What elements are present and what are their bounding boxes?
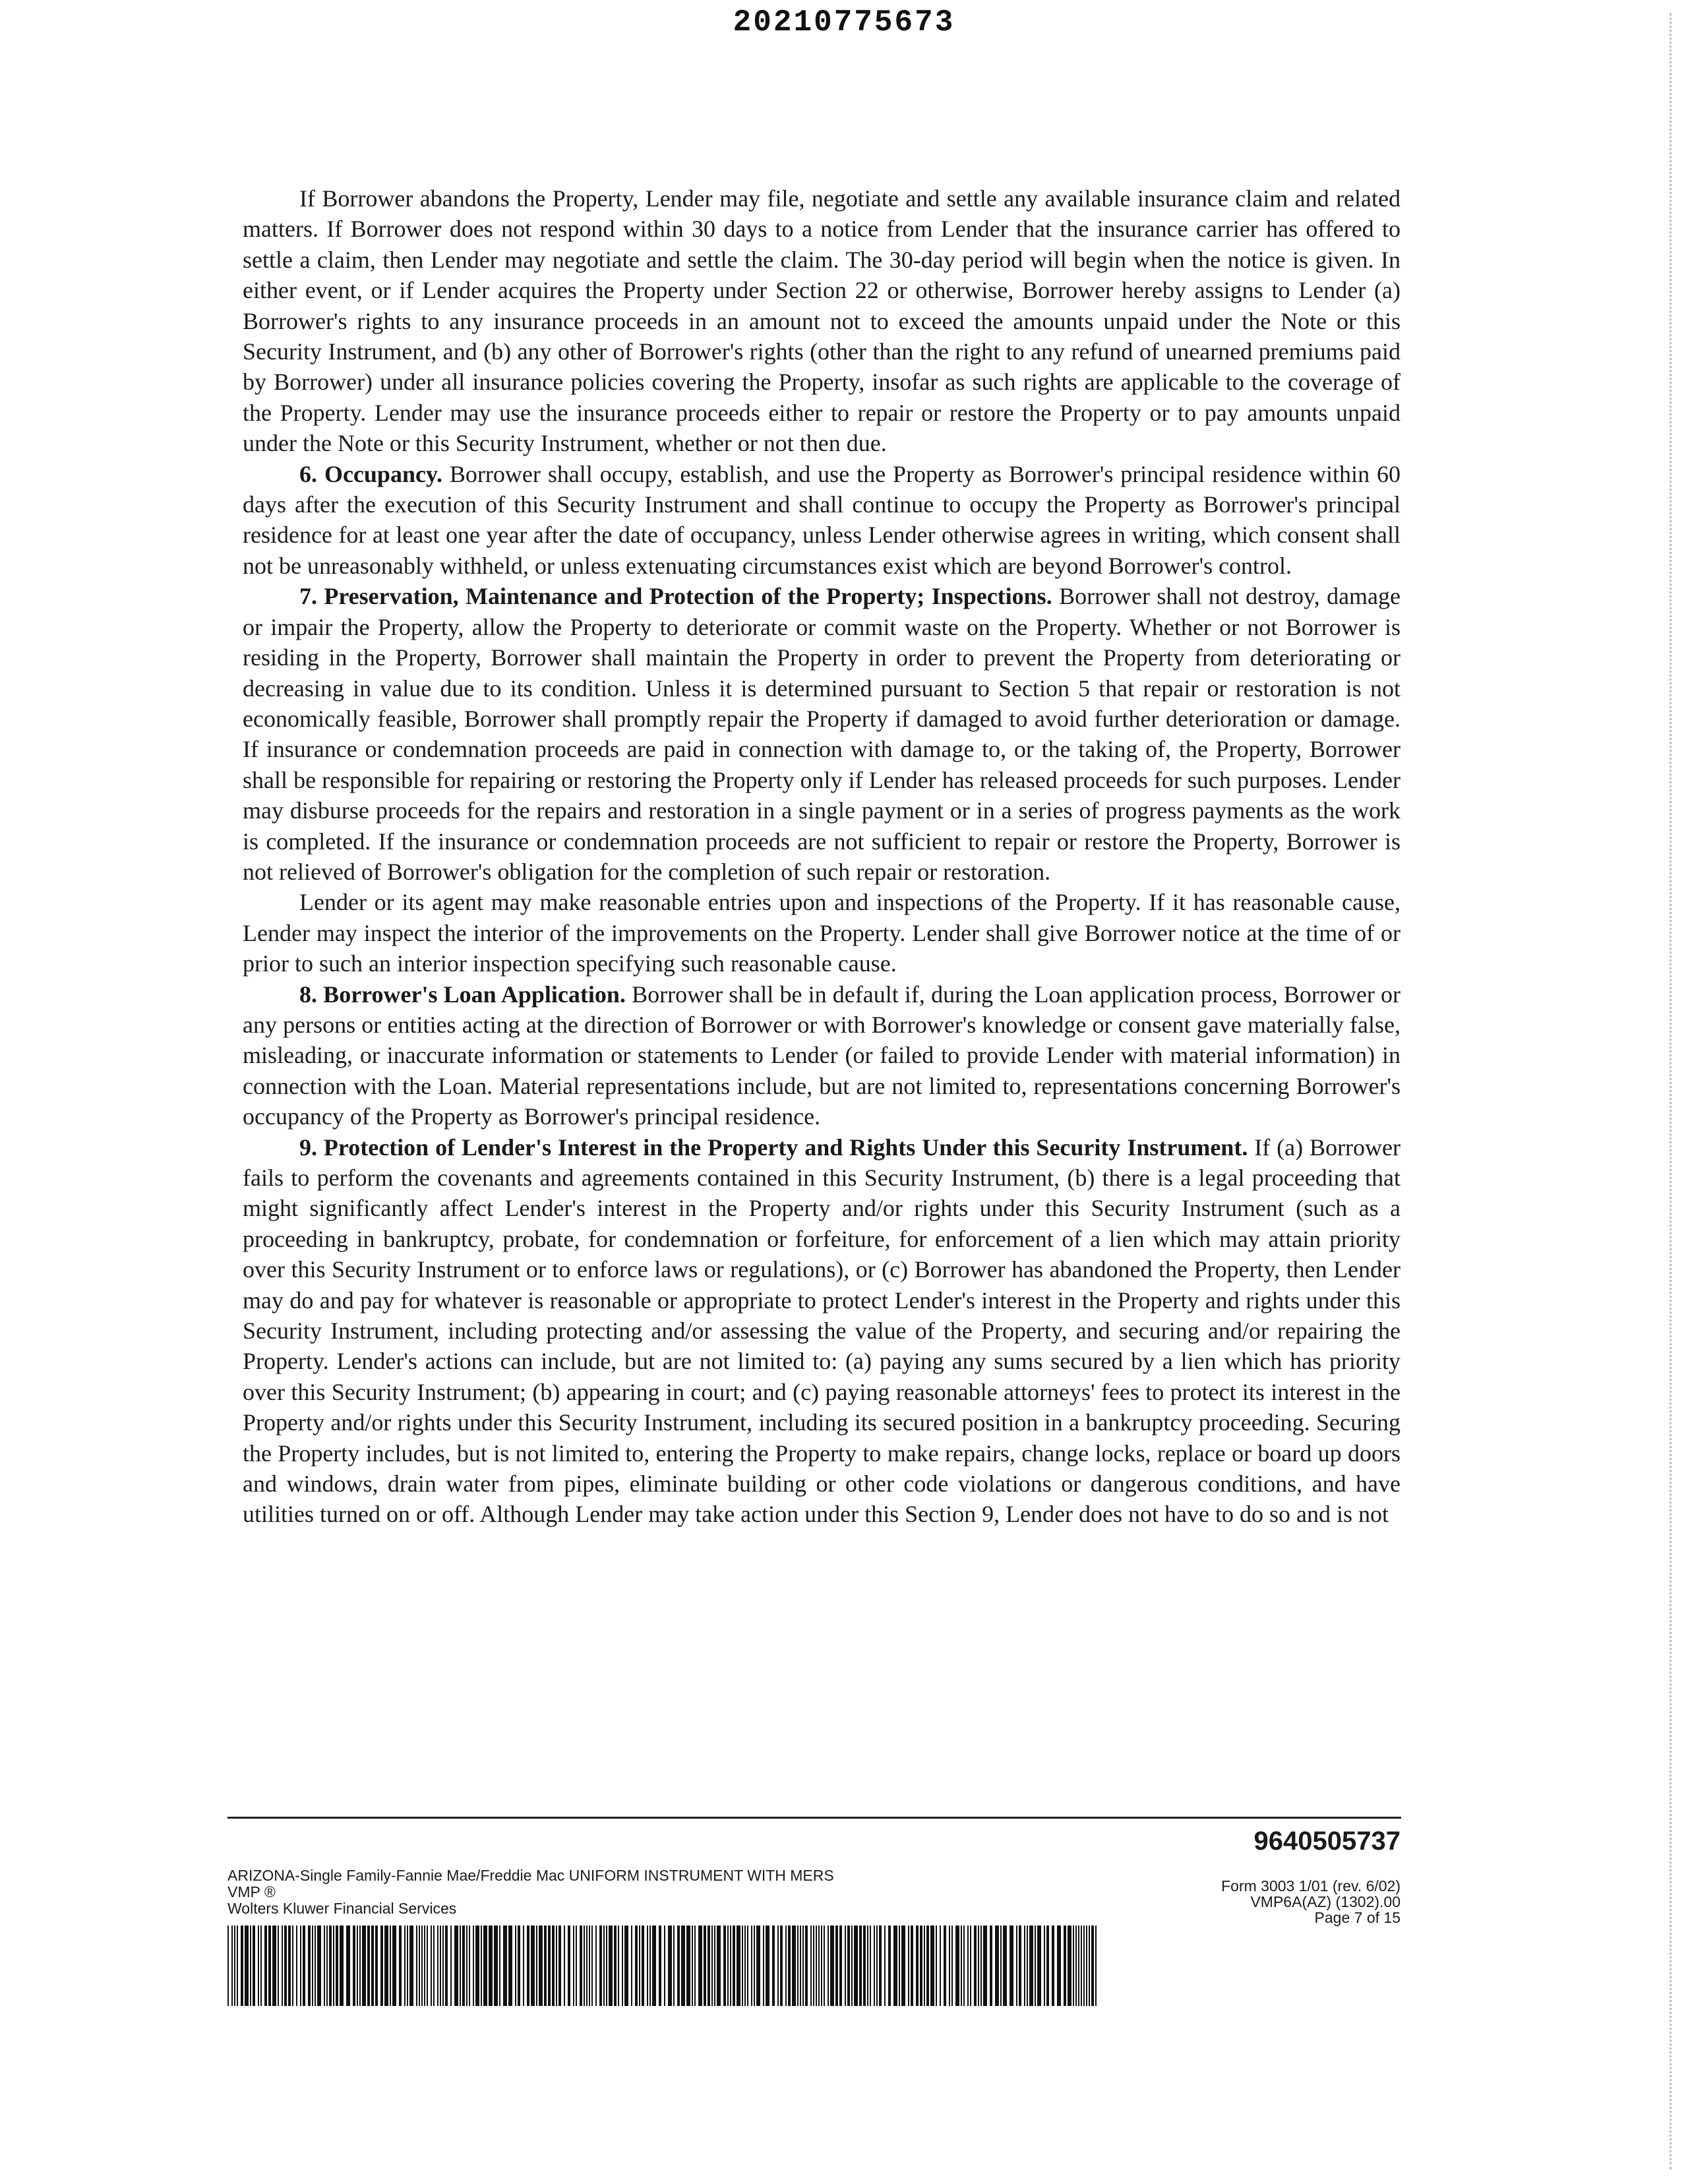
- barcode-bar: [515, 1926, 516, 2006]
- barcode-bar: [518, 1926, 520, 2006]
- barcode-bar: [603, 1926, 605, 2006]
- barcode-bar: [404, 1926, 406, 2006]
- barcode-bar: [711, 1926, 713, 2006]
- barcode-bar: [742, 1926, 743, 2006]
- barcode-bar: [677, 1926, 680, 2006]
- barcode-bar: [353, 1926, 355, 2006]
- barcode-bar: [744, 1926, 746, 2006]
- barcode-bar: [792, 1926, 796, 2006]
- barcode-bar: [1075, 1926, 1077, 2006]
- barcode-bar: [433, 1926, 435, 2006]
- barcode-bar: [326, 1926, 328, 2006]
- barcode-bar: [278, 1926, 279, 2006]
- barcode-bar: [1089, 1926, 1090, 2006]
- barcode-bar: [591, 1926, 593, 2006]
- barcode-bar: [1029, 1926, 1033, 2006]
- barcode-bar: [380, 1926, 383, 2006]
- barcode-bar: [785, 1926, 787, 2006]
- paragraph-occupancy: [243, 459, 1401, 582]
- barcode-bar: [805, 1926, 808, 2006]
- barcode-bar: [854, 1926, 858, 2006]
- barcode-bar: [1081, 1926, 1082, 2006]
- barcode-bar: [375, 1926, 378, 2006]
- barcode-bar: [460, 1926, 461, 2006]
- barcode-bar: [329, 1926, 332, 2006]
- barcode-bar: [863, 1926, 866, 2006]
- publisher-name: Wolters Kluwer Financial Services: [227, 1900, 457, 1917]
- barcode-bar: [390, 1926, 391, 2006]
- barcode-bar: [324, 1926, 325, 2006]
- paragraph-text: If (a) Borrower fails to perform the covenants and agreements contained in this Security Instrument, (b) there is a legal proceeding that might significantly affect Lender's interest in the Property and/or rights under this Security Instrument (such as a proceeding in bankruptcy, probate, for condemnation or forfeiture, for enforcement of a lien which may attain priority over this Security Instrument or to enforce laws or regulations), or (c) Borrower has abandoned the Property, then Lender may do and pay for whatever is reasonable or appropriate to protect Lender's interest in the Property and rights under this Security Instrument, including protecting and/or assessing the value of the Property, and securing and/or repairing the Property. Lender's actions can include, but are not limited to: (a) paying any sums secured by a lien which has priority over this Security Instrument; (b) appearing in court; and (c) paying reasonable attorneys' fees to protect its interest in the Property and/or rights under this Security Instrument, including its secured position in a bankruptcy proceeding. Securing the Property includes, but is not limited to, entering the Property to make repairs, change locks, replace or board up doors and windows, drain water from pipes, eliminate building or other code violations or dangerous conditions, and have utilities turned on or off. Although Lender may take action under this Section 9, Lender does not have to do so and is not: [243, 1134, 1401, 1528]
- barcode-bar: [489, 1926, 493, 2006]
- barcode-bar: [241, 1926, 243, 2006]
- paragraph-preservation: [243, 581, 1401, 887]
- barcode-bar: [503, 1926, 507, 2006]
- barcode-bar: [599, 1926, 602, 2006]
- barcode-bar: [595, 1926, 597, 2006]
- barcode-bar: [802, 1926, 804, 2006]
- barcode-bar: [967, 1926, 969, 2006]
- barcode-bar: [908, 1926, 909, 2006]
- barcode-bar: [911, 1926, 913, 2006]
- barcode-bar: [747, 1926, 748, 2006]
- barcode-bar: [1064, 1926, 1066, 2006]
- barcode-bar: [1010, 1926, 1013, 2006]
- barcode-bar: [839, 1926, 842, 2006]
- barcode-bar: [1044, 1926, 1045, 2006]
- barcode-bar: [686, 1926, 690, 2006]
- barcode-bar: [668, 1926, 672, 2006]
- barcode-bar: [315, 1926, 316, 2006]
- barcode-bar: [1027, 1926, 1028, 2006]
- barcode-bar: [454, 1926, 458, 2006]
- barcode-bar: [362, 1926, 366, 2006]
- barcode-bar: [692, 1926, 693, 2006]
- barcode-bar: [681, 1926, 685, 2006]
- barcode-bar: [930, 1926, 934, 2006]
- barcode-bar: [733, 1926, 735, 2006]
- barcode-bar: [466, 1926, 467, 2006]
- barcode-bar: [867, 1926, 868, 2006]
- barcode-bar: [639, 1926, 640, 2006]
- barcode-bar: [568, 1926, 570, 2006]
- barcode-bar: [936, 1926, 937, 2006]
- barcode-bar: [272, 1926, 276, 2006]
- loan-number: 9640505737: [1253, 1827, 1401, 1856]
- barcode-bar: [260, 1926, 262, 2006]
- barcode-bar: [920, 1926, 922, 2006]
- barcode-bar: [955, 1926, 959, 2006]
- barcode-bar: [440, 1926, 441, 2006]
- barcode-bar: [237, 1926, 238, 2006]
- barcode-bar: [1037, 1926, 1041, 2006]
- barcode-bar: [424, 1926, 425, 2006]
- barcode-bar: [288, 1926, 291, 2006]
- barcode-bar: [763, 1926, 764, 2006]
- barcode-bar: [483, 1926, 487, 2006]
- form-code: VMP6A(AZ) (1302).00: [1250, 1893, 1401, 1910]
- barcode-bar: [296, 1926, 297, 2006]
- barcode-bar: [258, 1926, 259, 2006]
- barcode-bar: [944, 1926, 946, 2006]
- barcode-bar: [317, 1926, 321, 2006]
- barcode-bar: [282, 1926, 283, 2006]
- barcode-bar: [312, 1926, 313, 2006]
- barcode-bar: [835, 1926, 838, 2006]
- paragraph-heading: 7. Preservation, Maintenance and Protection of the Property; Inspections.: [299, 583, 1052, 610]
- barcode-bar: [475, 1926, 479, 2006]
- barcode-bar: [754, 1926, 755, 2006]
- barcode-bar: [704, 1926, 706, 2006]
- barcode-bar: [336, 1926, 338, 2006]
- recording-number: 20210775673: [733, 5, 955, 40]
- barcode-bar: [990, 1926, 992, 2006]
- barcode-bar: [983, 1926, 987, 2006]
- document-body: [243, 183, 1401, 1530]
- barcode-bar: [751, 1926, 752, 2006]
- barcode-bar: [851, 1926, 853, 2006]
- barcode-bar: [756, 1926, 760, 2006]
- barcode-bar: [494, 1926, 498, 2006]
- barcode-bar: [527, 1926, 529, 2006]
- barcode-bar: [584, 1926, 585, 2006]
- barcode-bar: [797, 1926, 799, 2006]
- barcode-bar: [576, 1926, 577, 2006]
- barcode-bar: [978, 1926, 979, 2006]
- barcode-bar: [870, 1926, 871, 2006]
- barcode-bar: [810, 1926, 812, 2006]
- barcode-bar: [544, 1926, 547, 2006]
- barcode-bar: [552, 1926, 555, 2006]
- barcode-bar: [346, 1926, 350, 2006]
- barcode-bar: [303, 1926, 305, 2006]
- barcode-bar: [714, 1926, 715, 2006]
- barcode-bar: [1019, 1926, 1021, 2006]
- form-number: Form 3003 1/01 (rev. 6/02): [1221, 1877, 1401, 1895]
- barcode-bar: [859, 1926, 862, 2006]
- barcode-bar: [284, 1926, 287, 2006]
- barcode-bar: [899, 1926, 900, 2006]
- barcode-bar: [970, 1926, 971, 2006]
- vmp-mark: VMP ®: [227, 1883, 276, 1900]
- barcode-bar: [698, 1926, 702, 2006]
- barcode-bar: [723, 1926, 726, 2006]
- barcode-bar: [1095, 1926, 1097, 2006]
- form-info-right: [1221, 1878, 1401, 1926]
- barcode-bar: [1078, 1926, 1079, 2006]
- barcode-bar: [980, 1926, 982, 2006]
- barcode-bar: [618, 1926, 619, 2006]
- barcode-bar: [1052, 1926, 1054, 2006]
- barcode-bar: [828, 1926, 829, 2006]
- barcode-bar: [573, 1926, 574, 2006]
- barcode-bar: [777, 1926, 779, 2006]
- barcode-bar: [1083, 1926, 1085, 2006]
- barcode-bar: [766, 1926, 769, 2006]
- paragraph-text: If Borrower abandons the Property, Lender may file, negotiate and settle any available insurance claim and related matters. If Borrower does not respond within 30 days to a notice from Lender that the insurance carrier has offered to settle a claim, then Lender may negotiate and settle the claim. The 30-day period will begin when the notice is given. In either event, or if Lender acquires the Property under Section 22 or otherwise, Borrower hereby assigns to Lender (a) Borrower's rights to any insurance proceeds in an amount not to exceed the amounts unpaid under the Note or this Security Instrument, and (b) any other of Borrower's rights (other than the right to any refund of unearned premiums paid by Borrower) under all insurance policies covering the Property, insofar as such rights are applicable to the coverage of the Property. Lender may use the insurance proceeds either to repair or restore the Property or to pay amounts unpaid under the Note or this Security Instrument, whether or not then due.: [243, 185, 1401, 457]
- barcode-bar: [995, 1926, 999, 2006]
- barcode-bar: [813, 1926, 814, 2006]
- barcode-bar: [442, 1926, 444, 2006]
- barcode-bar: [367, 1926, 370, 2006]
- barcode-bar: [564, 1926, 565, 2006]
- barcode-bar: [772, 1926, 775, 2006]
- barcode-bar: [333, 1926, 334, 2006]
- barcode-bar: [234, 1926, 235, 2006]
- barcode: [227, 1926, 1098, 2006]
- barcode-bar: [624, 1926, 628, 2006]
- form-info-left: [227, 1867, 834, 1917]
- barcode-bar: [409, 1926, 413, 2006]
- paragraph-text: Lender or its agent may make reasonable entries upon and inspections of the Property. If it has reasonable cause, Lender may inspect the interior of the improvements on the Property. Lender shall give Borrower notice at the time of or prior to such an interior inspection specifying such reasonable cause.: [243, 889, 1401, 977]
- barcode-bar: [830, 1926, 834, 2006]
- paragraph-heading: 9. Protection of Lender's Interest in the Property and Rights Under this Security Instrument.: [299, 1134, 1248, 1161]
- barcode-bar: [609, 1926, 613, 2006]
- barcode-bar: [879, 1926, 882, 2006]
- barcode-bar: [437, 1926, 438, 2006]
- barcode-bar: [901, 1926, 905, 2006]
- barcode-bar: [884, 1926, 886, 2006]
- barcode-bar: [462, 1926, 465, 2006]
- barcode-bar: [473, 1926, 474, 2006]
- barcode-bar: [450, 1926, 452, 2006]
- barcode-bar: [586, 1926, 588, 2006]
- barcode-bar: [717, 1926, 721, 2006]
- barcode-bar: [1091, 1926, 1094, 2006]
- barcode-bar: [824, 1926, 825, 2006]
- barcode-bar: [558, 1926, 561, 2006]
- barcode-bar: [589, 1926, 590, 2006]
- barcode-bar: [359, 1926, 361, 2006]
- page-number: Page 7 of 15: [1314, 1909, 1401, 1926]
- barcode-bar: [1024, 1926, 1025, 2006]
- barcode-bar: [951, 1926, 953, 2006]
- barcode-bar: [384, 1926, 388, 2006]
- barcode-bar: [300, 1926, 301, 2006]
- barcode-bar: [818, 1926, 820, 2006]
- paragraph-heading: 8. Borrower's Loan Application.: [299, 981, 626, 1008]
- barcode-bar: [647, 1926, 648, 2006]
- barcode-bar: [1073, 1926, 1074, 2006]
- barcode-bar: [780, 1926, 783, 2006]
- barcode-bar: [673, 1926, 675, 2006]
- barcode-bar: [1000, 1926, 1002, 2006]
- barcode-bar: [419, 1926, 420, 2006]
- barcode-bar: [635, 1926, 638, 2006]
- barcode-bar: [874, 1926, 875, 2006]
- barcode-bar: [427, 1926, 428, 2006]
- barcode-bar: [876, 1926, 878, 2006]
- barcode-bar: [649, 1926, 651, 2006]
- barcode-bar: [708, 1926, 710, 2006]
- barcode-bar: [231, 1926, 233, 2006]
- barcode-bar: [556, 1926, 557, 2006]
- barcode-bar: [845, 1926, 846, 2006]
- barcode-bar: [924, 1926, 925, 2006]
- barcode-bar: [539, 1926, 543, 2006]
- barcode-bar: [531, 1926, 535, 2006]
- barcode-bar: [642, 1926, 644, 2006]
- footer-divider: [227, 1817, 1401, 1819]
- barcode-bar: [399, 1926, 402, 2006]
- barcode-bar: [523, 1926, 524, 2006]
- paragraph-loan-application: [243, 979, 1401, 1132]
- barcode-bar: [1003, 1926, 1007, 2006]
- barcode-bar: [548, 1926, 551, 2006]
- barcode-bar: [264, 1926, 267, 2006]
- paragraph-inspections: [243, 887, 1401, 979]
- barcode-bar: [652, 1926, 656, 2006]
- barcode-bar: [1068, 1926, 1071, 2006]
- barcode-bar: [371, 1926, 374, 2006]
- paragraph-text: Borrower shall be in default if, during the Loan application process, Borrower or any persons or entities acting at the direction of Borrower or with Borrower's knowledge or consent gave materially false, misleading, or inaccurate information or statements to Lender (or failed to provide Lender with material information) in connection with the Loan. Material representations include, but are not limited to, representations concerning Borrower's occupancy of the Property as Borrower's principal residence.: [243, 981, 1401, 1130]
- barcode-bar: [816, 1926, 817, 2006]
- barcode-bar: [407, 1926, 408, 2006]
- barcode-bar: [481, 1926, 482, 2006]
- barcode-bar: [800, 1926, 801, 2006]
- barcode-bar: [499, 1926, 500, 2006]
- barcode-bar: [926, 1926, 929, 2006]
- barcode-bar: [357, 1926, 358, 2006]
- barcode-bar: [631, 1926, 632, 2006]
- form-title: ARIZONA-Single Family-Fannie Mae/Freddie Mac UNIFORM INSTRUMENT WITH MERS: [227, 1867, 834, 1884]
- barcode-bar: [416, 1926, 417, 2006]
- barcode-bar: [916, 1926, 919, 2006]
- paragraph-heading: 6. Occupancy.: [299, 460, 442, 487]
- barcode-bar: [1086, 1926, 1087, 2006]
- barcode-bar: [508, 1926, 512, 2006]
- barcode-bar: [974, 1926, 977, 2006]
- barcode-bar: [737, 1926, 740, 2006]
- barcode-bar: [694, 1926, 696, 2006]
- barcode-bar: [888, 1926, 891, 2006]
- barcode-bar: [245, 1926, 249, 2006]
- barcode-bar: [1035, 1926, 1036, 2006]
- barcode-bar: [821, 1926, 822, 2006]
- barcode-bar: [1046, 1926, 1049, 2006]
- barcode-bar: [340, 1926, 344, 2006]
- barcode-bar: [392, 1926, 396, 2006]
- barcode-bar: [253, 1926, 255, 2006]
- barcode-bar: [614, 1926, 617, 2006]
- barcode-bar: [949, 1926, 950, 2006]
- barcode-bar: [308, 1926, 311, 2006]
- barcode-bar: [1016, 1926, 1017, 2006]
- barcode-bar: [445, 1926, 448, 2006]
- barcode-bar: [659, 1926, 661, 2006]
- paragraph-abandonment: [243, 183, 1401, 459]
- barcode-bar: [227, 1926, 229, 2006]
- barcode-bar: [963, 1926, 965, 2006]
- scan-edge-marks: [1670, 13, 1673, 2169]
- barcode-bar: [847, 1926, 850, 2006]
- barcode-bar: [727, 1926, 729, 2006]
- barcode-bar: [580, 1926, 582, 2006]
- paragraph-protection: [243, 1132, 1401, 1530]
- barcode-bar: [961, 1926, 962, 2006]
- barcode-bar: [469, 1926, 470, 2006]
- barcode-bar: [606, 1926, 607, 2006]
- barcode-bar: [421, 1926, 423, 2006]
- barcode-bar: [431, 1926, 432, 2006]
- barcode-bar: [622, 1926, 623, 2006]
- barcode-bar: [730, 1926, 731, 2006]
- barcode-bar: [250, 1926, 251, 2006]
- barcode-bar: [268, 1926, 271, 2006]
- barcode-bar: [940, 1926, 941, 2006]
- barcode-bar: [1057, 1926, 1061, 2006]
- paragraph-text: Borrower shall occupy, establish, and use the Property as Borrower's principal residence within 60 days after the execution of this Security Instrument and shall continue to occupy the Property as Borrower's principal residence for at least one year after the date of occupancy, unless Lender otherwise agrees in writing, which consent shall not be unreasonably withheld, or unless extenuating circumstances exist which are beyond Borrower's control.: [243, 460, 1401, 579]
- barcode-bar: [536, 1926, 537, 2006]
- barcode-bar: [664, 1926, 665, 2006]
- barcode-bar: [788, 1926, 791, 2006]
- barcode-bar: [893, 1926, 897, 2006]
- barcode-bar: [292, 1926, 293, 2006]
- paragraph-text: Borrower shall not destroy, damage or impair the Property, allow the Property to deteriorate or commit waste on the Property. Whether or not Borrower is residing in the Property, Borrower shall maintain the Property in order to prevent the Property from deteriorating or decreasing in value due to its condition. Unless it is determined pursuant to Section 5 that repair or restoration is not economically feasible, Borrower shall promptly repair the Property if damaged to avoid further deterioration or damage. If insurance or condemnation proceeds are paid in connection with damage to, or the taking of, the Property, Borrower shall be responsible for repairing or restoring the Property only if Lender has released proceeds for such purposes. Lender may disburse proceeds for the repairs and restoration in a single payment or in a series of progress payments as the work is completed. If the insurance or condemnation proceeds are not sufficient to repair or restore the Property, Borrower is not relieved of Borrower's obligation for the completion of such repair or restoration.: [243, 583, 1401, 885]
